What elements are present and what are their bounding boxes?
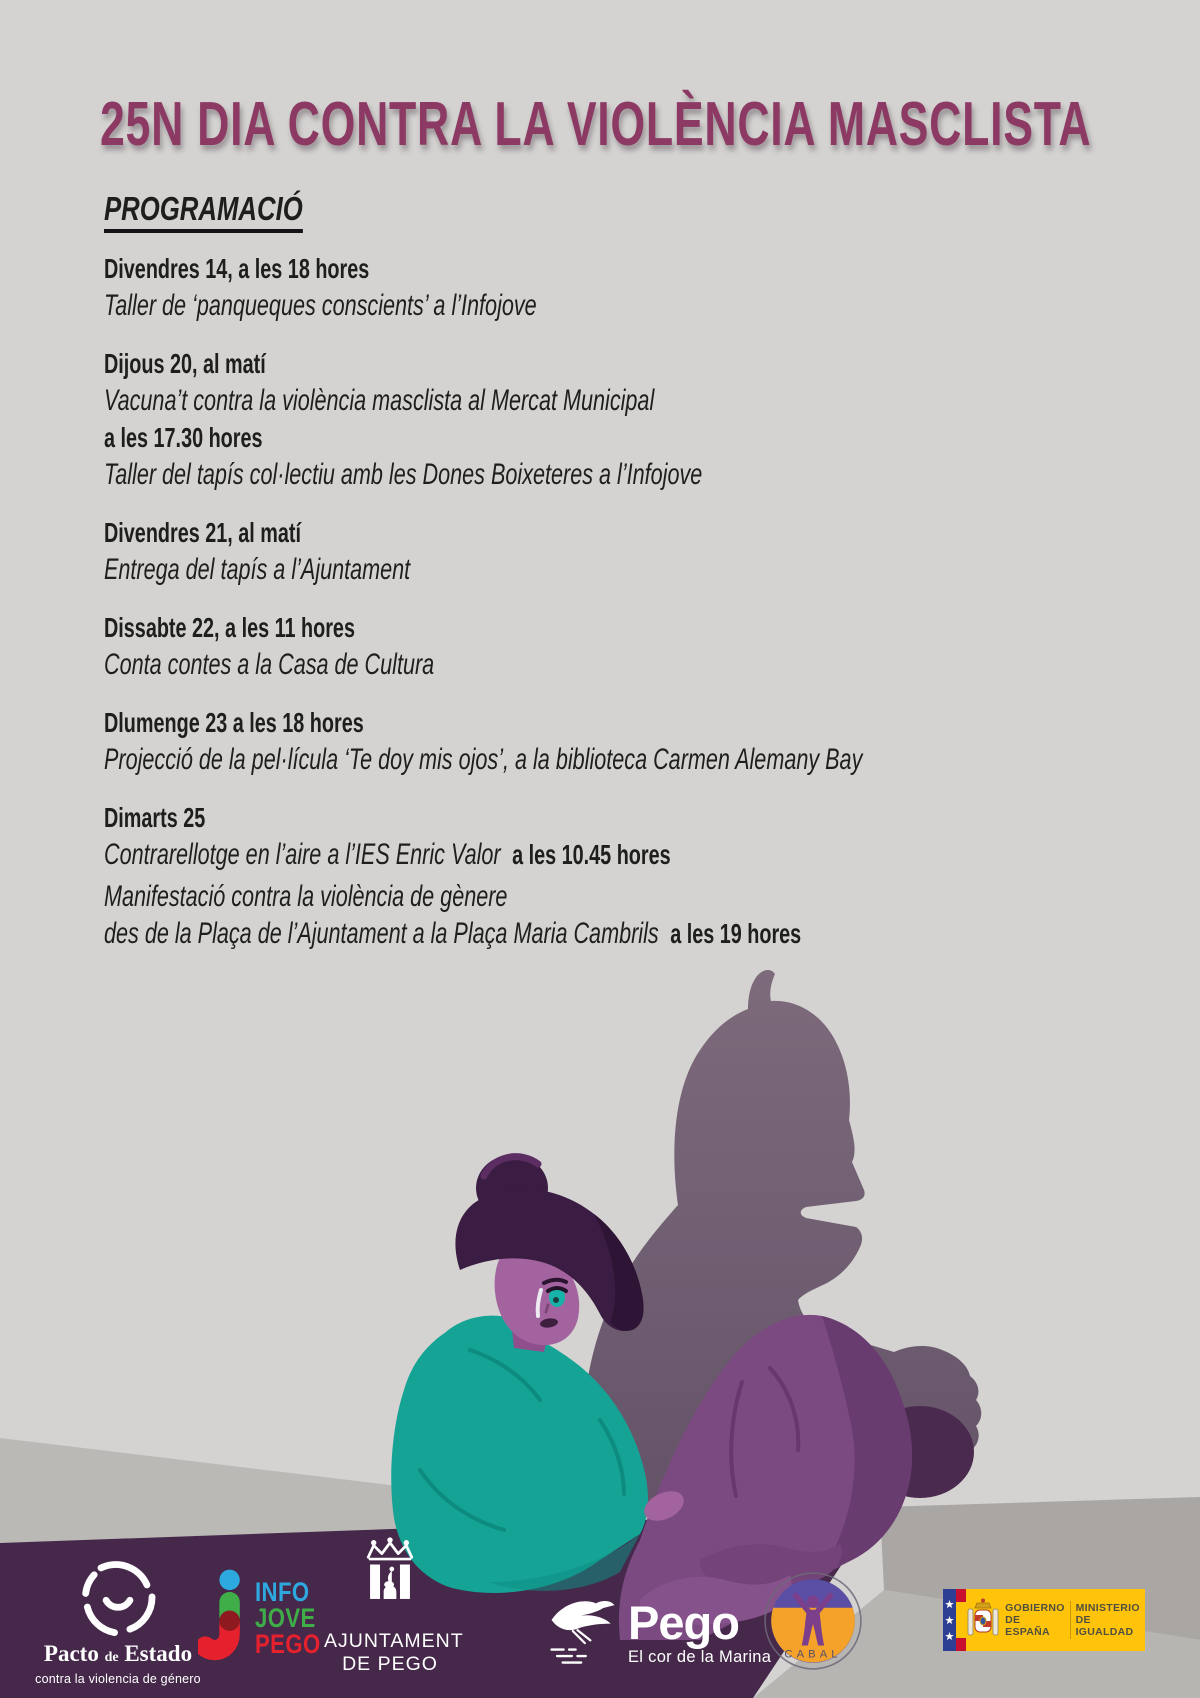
logo-ajuntament-de-pego — [324, 1536, 464, 1676]
event-description: Entrega del tapís a l’Ajuntament — [104, 553, 411, 586]
event-date: Dlumenge 23 a les 18 hores — [104, 707, 364, 738]
pego-text — [628, 1592, 771, 1667]
program-entry — [104, 250, 1157, 324]
event-date: Dimarts 25 — [104, 802, 206, 833]
logo-infojove-pego — [198, 1568, 335, 1666]
program-entry — [104, 799, 1157, 952]
pacto-name: Pacto de Estado — [43, 1641, 193, 1666]
logo-cabal — [760, 1568, 866, 1679]
spain-coat-of-arms-icon — [966, 1589, 1000, 1651]
event-description: Vacuna’t contra la violència masclista al Mercat Municipal — [104, 384, 655, 417]
program-heading-wrap — [104, 192, 359, 233]
cabal-icon — [760, 1568, 866, 1674]
spain-flag-strip — [956, 1589, 966, 1651]
star-icon — [945, 1600, 954, 1609]
page-title — [100, 90, 1200, 159]
event-description: Taller de ‘panqueques conscients’ a l’Infojove — [104, 289, 537, 322]
event-description: Taller del tapís col·lectiu amb les Dones Boixeteres a l’Infojove — [104, 458, 703, 491]
event-date: Dissabte 22, a les 11 hores — [104, 612, 355, 643]
pacto-de-estado-icon — [75, 1556, 161, 1636]
event-date: Divendres 21, al matí — [104, 517, 301, 548]
event-description: des de la Plaça de l’Ajuntament a la Plaça Maria Cambrils a les 19 hores — [104, 917, 802, 950]
gobierno-label: GOBIERNO DE ESPAÑA — [1005, 1602, 1065, 1638]
pego-tagline: El cor de la Marina — [628, 1648, 772, 1666]
event-description: Conta contes a la Casa de Cultura — [104, 648, 435, 681]
program-entry — [104, 345, 1157, 493]
ministerio-label: MINISTERIO DE IGUALDAD — [1075, 1602, 1140, 1638]
event-description: Manifestació contra la violència de gènere — [104, 880, 508, 913]
event-time: a les 17.30 hores — [104, 422, 263, 453]
star-icon — [945, 1632, 954, 1641]
star-icon — [945, 1616, 954, 1625]
logo-gobierno-espana — [943, 1589, 1145, 1651]
logo-pacto-de-estado — [34, 1556, 202, 1686]
pego-name: Pego — [628, 1596, 739, 1649]
page-title-text: 25N DIA CONTRA LA VIOLÈNCIA MASCLISTA — [100, 90, 1092, 159]
infojove-text: INFO JOVE PEGO — [255, 1577, 321, 1659]
ajuntament-crest-icon — [361, 1536, 419, 1622]
event-description: Contrarellotge en l’aire a l’IES Enric Valor a les 10.45 hores — [104, 838, 671, 871]
program-entry — [104, 514, 1157, 588]
program-entry — [104, 609, 1157, 683]
gobierno-texts — [1000, 1589, 1145, 1651]
pacto-subtitle: contra la violencia de género — [35, 1672, 201, 1686]
logo-pego-marina — [546, 1592, 771, 1672]
event-time: a les 10.45 hores — [512, 839, 671, 870]
program-list — [104, 250, 1157, 973]
event-time: a les 19 hores — [670, 918, 802, 949]
event-date: Dijous 20, al matí — [104, 348, 266, 379]
program-entry — [104, 704, 1157, 778]
event-date: Divendres 14, a les 18 hores — [104, 253, 370, 284]
eu-flag-strip — [943, 1589, 956, 1651]
cabal-name: CABAL — [784, 1648, 842, 1661]
pego-bird-icon — [546, 1592, 620, 1672]
event-description: Projecció de la pel·lícula ‘Te doy mis ojos’, a la biblioteca Carmen Alemany Bay — [104, 743, 863, 776]
ajuntament-text: AJUNTAMENT DE PEGO — [324, 1630, 464, 1675]
infojove-j-icon — [198, 1568, 250, 1666]
program-heading: PROGRAMACIÓ — [104, 192, 303, 233]
